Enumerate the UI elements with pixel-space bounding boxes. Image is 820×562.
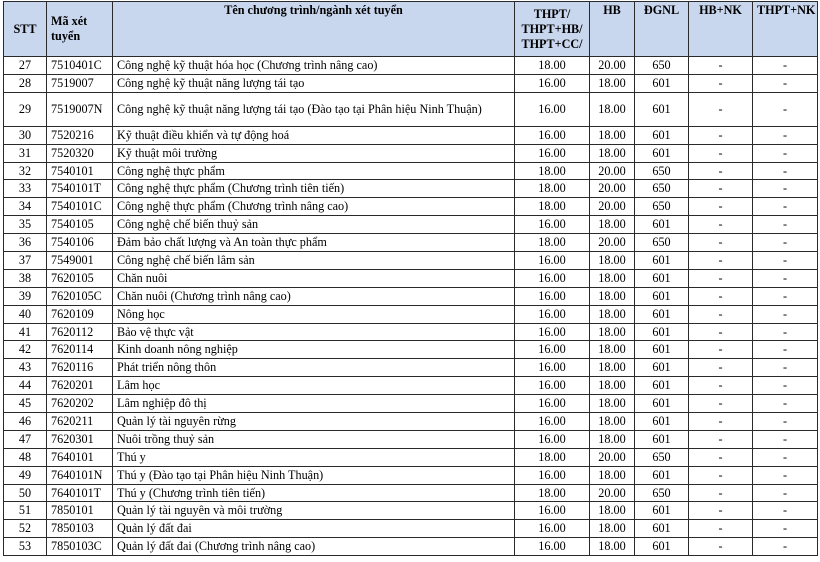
cell-hb-nk: - bbox=[689, 430, 753, 448]
cell-hb-nk: - bbox=[689, 341, 753, 359]
cell-dgnl: 601 bbox=[635, 305, 689, 323]
cell-ten-chuong-trinh: Chăn nuôi (Chương trình nâng cao) bbox=[113, 287, 515, 305]
table-row bbox=[4, 484, 818, 502]
cell-ten-chuong-trinh: Quản lý đất đai (Chương trình nâng cao) bbox=[113, 538, 515, 556]
cell-thpt: 16.00 bbox=[515, 466, 590, 484]
cell-thpt-nk: - bbox=[753, 359, 818, 377]
cell-thpt: 16.00 bbox=[515, 74, 590, 92]
cell-stt: 28 bbox=[4, 74, 47, 92]
cell-stt: 36 bbox=[4, 234, 47, 252]
cell-hb-nk: - bbox=[689, 126, 753, 144]
cell-ma-xet-tuyen: 7540101 bbox=[47, 162, 113, 180]
cell-thpt-nk: - bbox=[753, 144, 818, 162]
cell-ma-xet-tuyen: 7620116 bbox=[47, 359, 113, 377]
cell-hb-nk: - bbox=[689, 180, 753, 198]
table-row bbox=[4, 162, 818, 180]
cell-stt: 52 bbox=[4, 520, 47, 538]
cell-stt: 30 bbox=[4, 126, 47, 144]
admission-score-table bbox=[3, 1, 818, 556]
cell-thpt-nk: - bbox=[753, 341, 818, 359]
cell-thpt: 16.00 bbox=[515, 252, 590, 270]
cell-ma-xet-tuyen: 7620105 bbox=[47, 269, 113, 287]
cell-hb: 20.00 bbox=[590, 234, 635, 252]
cell-dgnl: 601 bbox=[635, 395, 689, 413]
cell-hb: 18.00 bbox=[590, 341, 635, 359]
cell-hb: 20.00 bbox=[590, 57, 635, 75]
cell-stt: 42 bbox=[4, 341, 47, 359]
cell-hb-nk: - bbox=[689, 305, 753, 323]
cell-hb-nk: - bbox=[689, 413, 753, 431]
table-row bbox=[4, 234, 818, 252]
cell-thpt-nk: - bbox=[753, 269, 818, 287]
cell-stt: 33 bbox=[4, 180, 47, 198]
cell-dgnl: 601 bbox=[635, 216, 689, 234]
cell-thpt: 18.00 bbox=[515, 162, 590, 180]
cell-ten-chuong-trinh: Công nghệ thực phẩm bbox=[113, 162, 515, 180]
cell-thpt-nk: - bbox=[753, 92, 818, 126]
cell-ten-chuong-trinh: Đảm bảo chất lượng và An toàn thực phẩm bbox=[113, 234, 515, 252]
cell-hb: 20.00 bbox=[590, 180, 635, 198]
cell-hb: 18.00 bbox=[590, 252, 635, 270]
table-row bbox=[4, 126, 818, 144]
cell-hb: 18.00 bbox=[590, 287, 635, 305]
cell-hb: 18.00 bbox=[590, 413, 635, 431]
cell-ma-xet-tuyen: 7850103C bbox=[47, 538, 113, 556]
cell-ma-xet-tuyen: 7540101C bbox=[47, 198, 113, 216]
cell-ma-xet-tuyen: 7640101 bbox=[47, 448, 113, 466]
cell-thpt: 16.00 bbox=[515, 323, 590, 341]
cell-ma-xet-tuyen: 7850101 bbox=[47, 502, 113, 520]
cell-stt: 41 bbox=[4, 323, 47, 341]
table-row bbox=[4, 269, 818, 287]
header-thpt: THPT/ THPT+HB/ THPT+CC/ bbox=[515, 2, 590, 57]
cell-dgnl: 601 bbox=[635, 341, 689, 359]
header-hb-nk: HB+NK bbox=[689, 2, 753, 57]
cell-hb: 18.00 bbox=[590, 502, 635, 520]
cell-stt: 45 bbox=[4, 395, 47, 413]
cell-thpt: 16.00 bbox=[515, 430, 590, 448]
cell-thpt: 18.00 bbox=[515, 234, 590, 252]
cell-stt: 40 bbox=[4, 305, 47, 323]
cell-thpt-nk: - bbox=[753, 126, 818, 144]
cell-stt: 39 bbox=[4, 287, 47, 305]
cell-ma-xet-tuyen: 7520320 bbox=[47, 144, 113, 162]
cell-dgnl: 650 bbox=[635, 234, 689, 252]
cell-thpt: 16.00 bbox=[515, 502, 590, 520]
cell-hb-nk: - bbox=[689, 252, 753, 270]
cell-thpt-nk: - bbox=[753, 57, 818, 75]
cell-dgnl: 601 bbox=[635, 377, 689, 395]
cell-dgnl: 601 bbox=[635, 520, 689, 538]
cell-dgnl: 601 bbox=[635, 502, 689, 520]
cell-ma-xet-tuyen: 7620301 bbox=[47, 430, 113, 448]
cell-hb: 18.00 bbox=[590, 323, 635, 341]
header-dgnl: ĐGNL bbox=[635, 2, 689, 57]
cell-ten-chuong-trinh: Công nghệ chế biến lâm sản bbox=[113, 252, 515, 270]
cell-ma-xet-tuyen: 7549001 bbox=[47, 252, 113, 270]
cell-dgnl: 601 bbox=[635, 430, 689, 448]
table-row bbox=[4, 180, 818, 198]
cell-thpt-nk: - bbox=[753, 430, 818, 448]
cell-thpt: 16.00 bbox=[515, 216, 590, 234]
table-body bbox=[4, 57, 818, 556]
cell-hb: 18.00 bbox=[590, 466, 635, 484]
cell-ma-xet-tuyen: 7540106 bbox=[47, 234, 113, 252]
cell-thpt: 16.00 bbox=[515, 144, 590, 162]
cell-hb-nk: - bbox=[689, 538, 753, 556]
cell-hb: 18.00 bbox=[590, 538, 635, 556]
cell-stt: 29 bbox=[4, 92, 47, 126]
cell-thpt-nk: - bbox=[753, 162, 818, 180]
cell-thpt: 18.00 bbox=[515, 198, 590, 216]
cell-hb-nk: - bbox=[689, 57, 753, 75]
cell-thpt: 18.00 bbox=[515, 180, 590, 198]
cell-hb-nk: - bbox=[689, 466, 753, 484]
cell-dgnl: 601 bbox=[635, 252, 689, 270]
cell-thpt: 16.00 bbox=[515, 520, 590, 538]
cell-hb: 20.00 bbox=[590, 198, 635, 216]
cell-dgnl: 601 bbox=[635, 126, 689, 144]
cell-hb: 18.00 bbox=[590, 216, 635, 234]
cell-thpt: 16.00 bbox=[515, 341, 590, 359]
table-row bbox=[4, 538, 818, 556]
cell-ma-xet-tuyen: 7519007 bbox=[47, 74, 113, 92]
cell-thpt: 18.00 bbox=[515, 57, 590, 75]
cell-thpt-nk: - bbox=[753, 234, 818, 252]
cell-ma-xet-tuyen: 7540105 bbox=[47, 216, 113, 234]
cell-hb-nk: - bbox=[689, 520, 753, 538]
cell-ma-xet-tuyen: 7620114 bbox=[47, 341, 113, 359]
cell-dgnl: 650 bbox=[635, 448, 689, 466]
cell-ma-xet-tuyen: 7640101N bbox=[47, 466, 113, 484]
cell-thpt-nk: - bbox=[753, 180, 818, 198]
cell-ma-xet-tuyen: 7620105C bbox=[47, 287, 113, 305]
cell-hb: 18.00 bbox=[590, 92, 635, 126]
cell-hb: 18.00 bbox=[590, 395, 635, 413]
header-hb: HB bbox=[590, 2, 635, 57]
cell-ten-chuong-trinh: Thú y (Chương trình tiên tiến) bbox=[113, 484, 515, 502]
table-row bbox=[4, 359, 818, 377]
cell-thpt-nk: - bbox=[753, 484, 818, 502]
cell-ten-chuong-trinh: Công nghệ kỹ thuật hóa học (Chương trình nâng cao) bbox=[113, 57, 515, 75]
cell-ma-xet-tuyen: 7620109 bbox=[47, 305, 113, 323]
cell-hb-nk: - bbox=[689, 162, 753, 180]
cell-dgnl: 601 bbox=[635, 287, 689, 305]
cell-ma-xet-tuyen: 7520216 bbox=[47, 126, 113, 144]
cell-thpt-nk: - bbox=[753, 377, 818, 395]
cell-ten-chuong-trinh: Kinh doanh nông nghiệp bbox=[113, 341, 515, 359]
cell-thpt: 16.00 bbox=[515, 413, 590, 431]
cell-stt: 50 bbox=[4, 484, 47, 502]
cell-thpt-nk: - bbox=[753, 323, 818, 341]
cell-hb: 20.00 bbox=[590, 484, 635, 502]
table-row bbox=[4, 57, 818, 75]
cell-stt: 44 bbox=[4, 377, 47, 395]
table-row bbox=[4, 287, 818, 305]
cell-hb: 20.00 bbox=[590, 162, 635, 180]
cell-ten-chuong-trinh: Công nghệ kỹ thuật năng lượng tái tạo bbox=[113, 74, 515, 92]
cell-thpt-nk: - bbox=[753, 520, 818, 538]
cell-ten-chuong-trinh: Phát triển nông thôn bbox=[113, 359, 515, 377]
cell-ten-chuong-trinh: Quản lý đất đai bbox=[113, 520, 515, 538]
cell-ten-chuong-trinh: Công nghệ thực phẩm (Chương trình tiên tiến) bbox=[113, 180, 515, 198]
table-header-row bbox=[4, 2, 818, 57]
cell-hb: 18.00 bbox=[590, 359, 635, 377]
cell-ten-chuong-trinh: Thú y (Đào tạo tại Phân hiệu Ninh Thuận) bbox=[113, 466, 515, 484]
cell-hb-nk: - bbox=[689, 287, 753, 305]
cell-thpt: 16.00 bbox=[515, 538, 590, 556]
cell-ma-xet-tuyen: 7620202 bbox=[47, 395, 113, 413]
table-row bbox=[4, 377, 818, 395]
cell-dgnl: 650 bbox=[635, 162, 689, 180]
header-stt: STT bbox=[4, 2, 47, 57]
cell-ten-chuong-trinh: Lâm học bbox=[113, 377, 515, 395]
cell-ma-xet-tuyen: 7510401C bbox=[47, 57, 113, 75]
cell-dgnl: 601 bbox=[635, 413, 689, 431]
cell-stt: 43 bbox=[4, 359, 47, 377]
cell-hb: 18.00 bbox=[590, 305, 635, 323]
cell-dgnl: 650 bbox=[635, 57, 689, 75]
cell-ten-chuong-trinh: Thú y bbox=[113, 448, 515, 466]
table-row bbox=[4, 413, 818, 431]
table-row bbox=[4, 305, 818, 323]
cell-ma-xet-tuyen: 7620112 bbox=[47, 323, 113, 341]
cell-ten-chuong-trinh: Kỹ thuật điều khiển và tự động hoá bbox=[113, 126, 515, 144]
table-row bbox=[4, 520, 818, 538]
table-row bbox=[4, 502, 818, 520]
cell-dgnl: 601 bbox=[635, 144, 689, 162]
cell-thpt: 18.00 bbox=[515, 448, 590, 466]
cell-ten-chuong-trinh: Công nghệ thực phẩm (Chương trình nâng cao) bbox=[113, 198, 515, 216]
cell-dgnl: 601 bbox=[635, 359, 689, 377]
cell-hb-nk: - bbox=[689, 359, 753, 377]
cell-thpt-nk: - bbox=[753, 448, 818, 466]
cell-stt: 53 bbox=[4, 538, 47, 556]
table-row bbox=[4, 341, 818, 359]
cell-stt: 31 bbox=[4, 144, 47, 162]
cell-dgnl: 601 bbox=[635, 323, 689, 341]
cell-thpt: 16.00 bbox=[515, 92, 590, 126]
cell-hb-nk: - bbox=[689, 377, 753, 395]
table-row bbox=[4, 92, 818, 126]
cell-stt: 27 bbox=[4, 57, 47, 75]
cell-hb-nk: - bbox=[689, 234, 753, 252]
cell-stt: 35 bbox=[4, 216, 47, 234]
cell-dgnl: 601 bbox=[635, 92, 689, 126]
cell-dgnl: 650 bbox=[635, 484, 689, 502]
cell-hb-nk: - bbox=[689, 395, 753, 413]
cell-dgnl: 601 bbox=[635, 538, 689, 556]
cell-hb: 18.00 bbox=[590, 269, 635, 287]
cell-ten-chuong-trinh: Công nghệ kỹ thuật năng lượng tái tạo (Đào tạo tại Phân hiệu Ninh Thuận) bbox=[113, 92, 515, 126]
cell-ma-xet-tuyen: 7519007N bbox=[47, 92, 113, 126]
cell-stt: 37 bbox=[4, 252, 47, 270]
cell-thpt-nk: - bbox=[753, 198, 818, 216]
cell-ten-chuong-trinh: Bảo vệ thực vật bbox=[113, 323, 515, 341]
cell-thpt-nk: - bbox=[753, 305, 818, 323]
cell-thpt-nk: - bbox=[753, 538, 818, 556]
cell-hb-nk: - bbox=[689, 502, 753, 520]
header-thpt-nk: THPT+NK bbox=[753, 2, 818, 57]
cell-ten-chuong-trinh: Kỹ thuật môi trường bbox=[113, 144, 515, 162]
table-row bbox=[4, 323, 818, 341]
cell-hb: 18.00 bbox=[590, 377, 635, 395]
cell-ten-chuong-trinh: Nuôi trồng thuỷ sản bbox=[113, 430, 515, 448]
table-row bbox=[4, 144, 818, 162]
header-ma-xet-tuyen: Mã xét tuyển bbox=[47, 2, 113, 57]
cell-dgnl: 601 bbox=[635, 466, 689, 484]
cell-hb-nk: - bbox=[689, 74, 753, 92]
cell-thpt: 18.00 bbox=[515, 484, 590, 502]
cell-ten-chuong-trinh: Quản lý tài nguyên và môi trường bbox=[113, 502, 515, 520]
cell-hb: 18.00 bbox=[590, 126, 635, 144]
cell-thpt-nk: - bbox=[753, 466, 818, 484]
cell-ten-chuong-trinh: Nông học bbox=[113, 305, 515, 323]
table-row bbox=[4, 252, 818, 270]
cell-thpt-nk: - bbox=[753, 74, 818, 92]
table-row bbox=[4, 430, 818, 448]
cell-hb-nk: - bbox=[689, 198, 753, 216]
cell-dgnl: 650 bbox=[635, 180, 689, 198]
cell-hb: 18.00 bbox=[590, 520, 635, 538]
cell-hb-nk: - bbox=[689, 269, 753, 287]
cell-ma-xet-tuyen: 7620211 bbox=[47, 413, 113, 431]
cell-stt: 38 bbox=[4, 269, 47, 287]
cell-stt: 49 bbox=[4, 466, 47, 484]
table-row bbox=[4, 74, 818, 92]
cell-hb: 18.00 bbox=[590, 430, 635, 448]
cell-ma-xet-tuyen: 7540101T bbox=[47, 180, 113, 198]
cell-thpt-nk: - bbox=[753, 287, 818, 305]
cell-hb-nk: - bbox=[689, 216, 753, 234]
cell-stt: 34 bbox=[4, 198, 47, 216]
cell-stt: 48 bbox=[4, 448, 47, 466]
cell-thpt-nk: - bbox=[753, 252, 818, 270]
table-row bbox=[4, 395, 818, 413]
cell-thpt-nk: - bbox=[753, 413, 818, 431]
cell-dgnl: 601 bbox=[635, 74, 689, 92]
cell-hb-nk: - bbox=[689, 448, 753, 466]
cell-thpt: 16.00 bbox=[515, 126, 590, 144]
cell-thpt: 16.00 bbox=[515, 269, 590, 287]
table-row bbox=[4, 448, 818, 466]
cell-thpt: 16.00 bbox=[515, 305, 590, 323]
cell-hb-nk: - bbox=[689, 92, 753, 126]
cell-ten-chuong-trinh: Lâm nghiệp đô thị bbox=[113, 395, 515, 413]
cell-thpt-nk: - bbox=[753, 502, 818, 520]
cell-thpt: 16.00 bbox=[515, 359, 590, 377]
cell-thpt: 16.00 bbox=[515, 377, 590, 395]
table-row bbox=[4, 198, 818, 216]
cell-hb-nk: - bbox=[689, 484, 753, 502]
cell-ma-xet-tuyen: 7640101T bbox=[47, 484, 113, 502]
cell-hb: 18.00 bbox=[590, 144, 635, 162]
cell-ma-xet-tuyen: 7620201 bbox=[47, 377, 113, 395]
cell-thpt-nk: - bbox=[753, 395, 818, 413]
table-row bbox=[4, 216, 818, 234]
cell-ten-chuong-trinh: Công nghệ chế biến thuỷ sản bbox=[113, 216, 515, 234]
cell-hb: 18.00 bbox=[590, 74, 635, 92]
cell-stt: 32 bbox=[4, 162, 47, 180]
cell-stt: 46 bbox=[4, 413, 47, 431]
cell-stt: 47 bbox=[4, 430, 47, 448]
cell-thpt-nk: - bbox=[753, 216, 818, 234]
cell-hb-nk: - bbox=[689, 144, 753, 162]
cell-thpt: 16.00 bbox=[515, 395, 590, 413]
cell-ten-chuong-trinh: Quản lý tài nguyên rừng bbox=[113, 413, 515, 431]
table-row bbox=[4, 466, 818, 484]
cell-thpt: 16.00 bbox=[515, 287, 590, 305]
cell-stt: 51 bbox=[4, 502, 47, 520]
cell-dgnl: 601 bbox=[635, 269, 689, 287]
cell-hb-nk: - bbox=[689, 323, 753, 341]
cell-dgnl: 650 bbox=[635, 198, 689, 216]
cell-hb: 20.00 bbox=[590, 448, 635, 466]
cell-ma-xet-tuyen: 7850103 bbox=[47, 520, 113, 538]
header-ten-chuong-trinh: Tên chương trình/ngành xét tuyển bbox=[113, 2, 515, 57]
cell-ten-chuong-trinh: Chăn nuôi bbox=[113, 269, 515, 287]
